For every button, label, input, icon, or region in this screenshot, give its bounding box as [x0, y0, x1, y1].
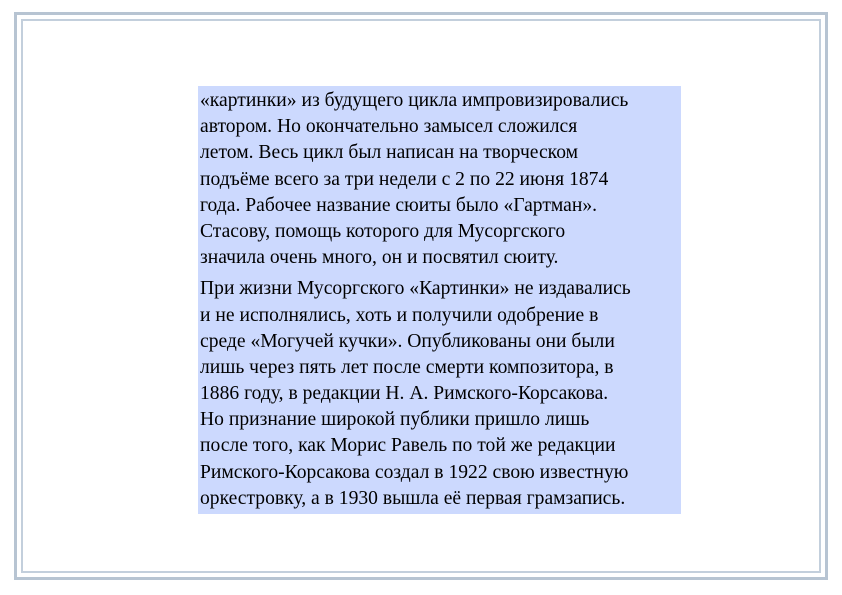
text-line: «картинки» из будущего цикла импровизировались [200, 90, 629, 111]
text-line: 1886 году, в редакции Н. А. Римского-Корсакова. [200, 383, 609, 405]
text-line: При жизни Мусоргского «Картинки» не издавались [200, 278, 631, 300]
text-line: оркестровку, а в 1930 вышла её первая грамзапись. [200, 487, 626, 509]
text-line: Но признание широкой публики пришло лишь [200, 409, 590, 431]
text-line: подъёме всего за три недели с 2 по 22 июня 1874 [200, 168, 609, 190]
text-line: и не исполнялись, хоть и получили одобрение в [200, 304, 599, 326]
text-line: значила очень много, он и посвятил сюиту. [200, 247, 559, 269]
text-line: года. Рабочее название сюиты было «Гартман». [200, 194, 598, 216]
text-line: среде «Могучей кучки». Опубликованы они были [200, 330, 615, 352]
text-line: после того, как Морис Равель по той же редакции [200, 435, 616, 457]
paragraph-2 [200, 276, 679, 512]
text-line: Стасову, помощь которого для Мусоргского [200, 220, 566, 242]
text-line: Римского-Корсакова создал в 1922 свою известную [200, 461, 629, 483]
paragraph-1 [200, 88, 679, 271]
text-block [198, 86, 681, 514]
text-line: летом. Весь цикл был написан на творческом [200, 142, 579, 164]
text-line: автором. Но окончательно замысел сложился [200, 116, 578, 138]
text-line: лишь через пять лет после смерти композитора, в [200, 356, 614, 378]
